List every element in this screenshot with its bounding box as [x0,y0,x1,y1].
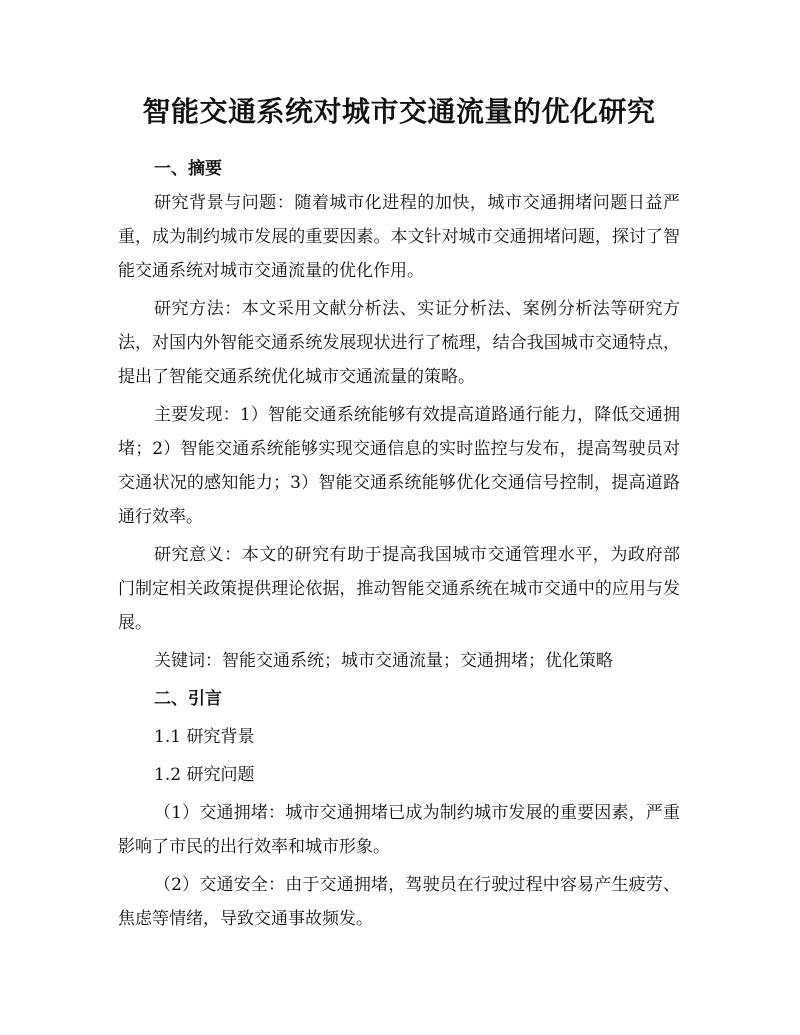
subsection-research-questions: 1.2 研究问题 [154,765,255,785]
question-item-congestion: （1）交通拥堵：城市交通拥堵已成为制约城市发展的重要因素，严重影响了市民的出行效率和城市形象。 [118,803,680,857]
subsection-research-background: 1.1 研究背景 [154,727,255,747]
abstract-findings-paragraph: 主要发现：1）智能交通系统能够有效提高道路通行能力，降低交通拥堵；2）智能交通系统能够实现交通信息的实时监控与发布，提高驾驶员对交通状况的感知能力；3）智能交通系统能够优化交通信号控制，提高道路通行效率。 [118,405,680,527]
question-item-safety: （2）交通安全：由于交通拥堵，驾驶员在行驶过程中容易产生疲劳、焦虑等情绪，导致交通事故频发。 [118,875,680,929]
keywords-line: 关键词：智能交通系统；城市交通流量；交通拥堵；优化策略 [154,651,613,671]
abstract-methods-paragraph: 研究方法：本文采用文献分析法、实证分析法、案例分析法等研究方法，对国内外智能交通系统发展现状进行了梳理，结合我国城市交通特点，提出了智能交通系统优化城市交通流量的策略。 [118,299,680,387]
section-heading-abstract: 一、摘要 [154,159,222,179]
document-title: 智能交通系统对城市交通流量的优化研究 [142,95,656,128]
abstract-background-paragraph: 研究背景与问题：随着城市化进程的加快，城市交通拥堵问题日益严重，成为制约城市发展的重要因素。本文针对城市交通拥堵问题，探讨了智能交通系统对城市交通流量的优化作用。 [118,193,680,281]
abstract-significance-paragraph: 研究意义：本文的研究有助于提高我国城市交通管理水平，为政府部门制定相关政策提供理论依据，推动智能交通系统在城市交通中的应用与发展。 [118,545,680,633]
section-heading-introduction: 二、引言 [154,689,222,709]
